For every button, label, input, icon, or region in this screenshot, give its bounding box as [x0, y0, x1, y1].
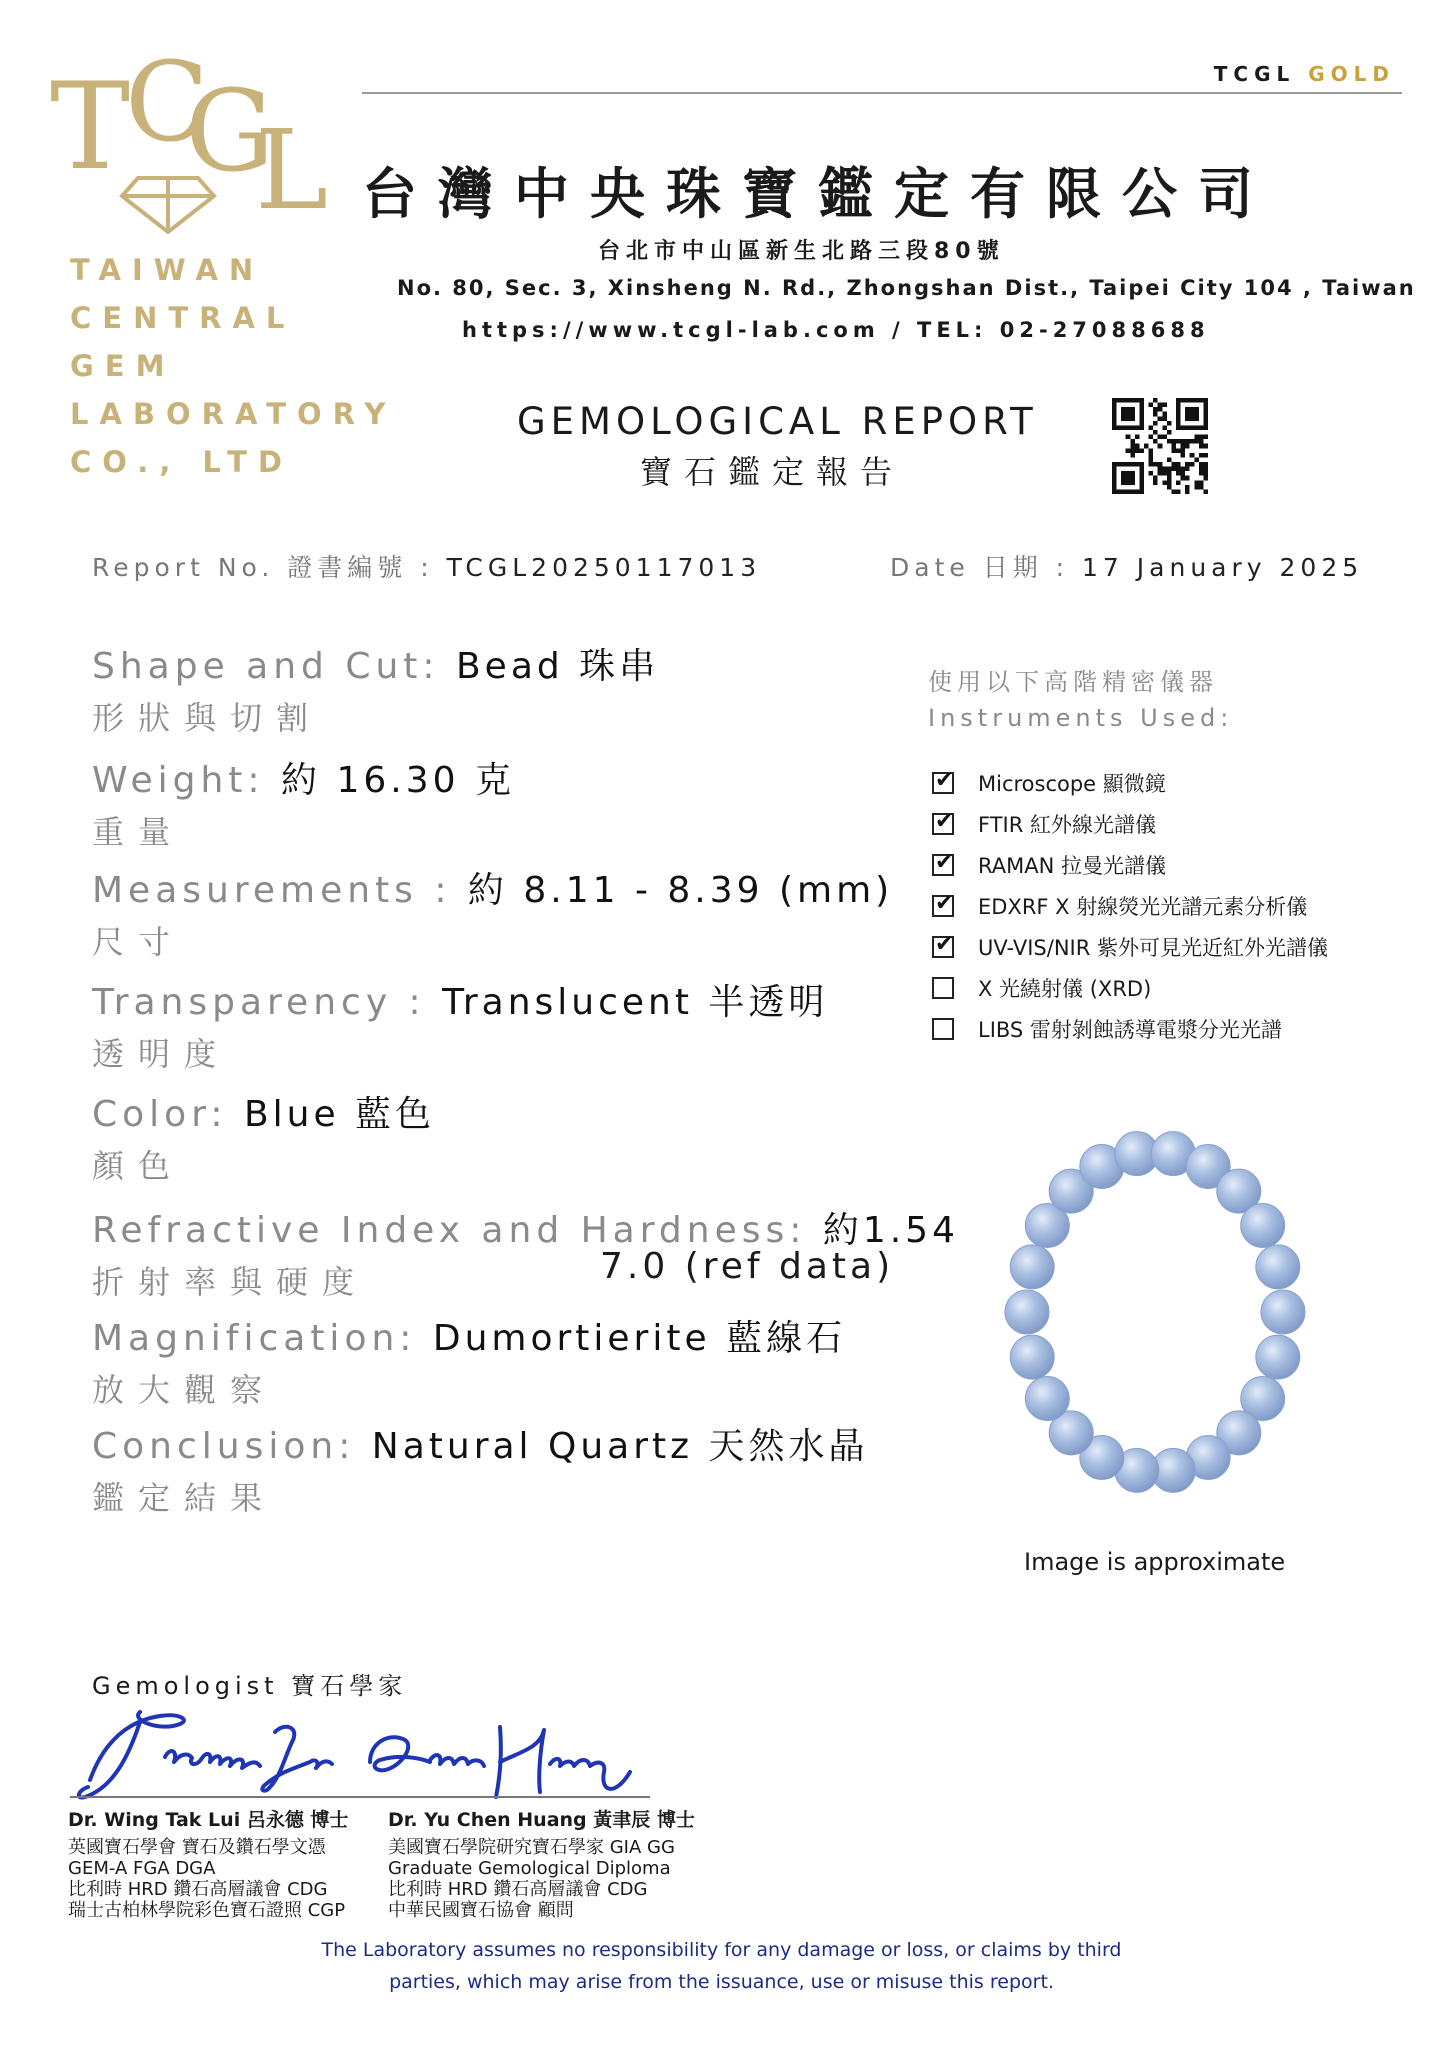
- field-value: Bead 珠串: [455, 646, 660, 687]
- brand-tag-gold: GOLD: [1308, 62, 1395, 86]
- field-conclusion: [92, 1418, 868, 1519]
- disclaimer: [0, 1934, 1443, 1998]
- field-label-en: Weight:: [92, 760, 281, 801]
- company-en-line: CENTRAL: [70, 301, 296, 335]
- disclaimer-line: parties, which may arise from the issuance, use or misuse this report.: [389, 1971, 1054, 1993]
- instrument-label: Microscope 顯微鏡: [978, 772, 1166, 796]
- signer-credential: 瑞士古柏林學院彩色寶石證照 CGP: [68, 1900, 346, 1921]
- tcgl-logo: [50, 38, 329, 234]
- instrument-item: [932, 1014, 1282, 1044]
- instrument-label: UV-VIS/NIR 紫外可見光近紅外光譜儀: [978, 936, 1328, 960]
- field-measurements: [92, 862, 893, 963]
- field-label-zh: 折射率與硬度: [92, 1263, 369, 1301]
- field-value: Blue 藍色: [243, 1094, 436, 1135]
- bead: [1005, 1290, 1049, 1334]
- instrument-item: [932, 891, 1307, 921]
- field-label-en: Transparency :: [92, 982, 443, 1023]
- report-number: [92, 548, 761, 584]
- signer-credential: 美國寶石學院研究寶石學家 GIA GG: [388, 1837, 675, 1858]
- bead: [1256, 1245, 1300, 1289]
- instrument-label: X 光繞射儀 (XRD): [978, 977, 1152, 1001]
- instruments-heading-en: Instruments Used:: [928, 704, 1234, 732]
- instruments-heading-zh: 使用以下高階精密儀器: [928, 668, 1218, 696]
- bead: [1256, 1335, 1300, 1379]
- field-label-zh: 透明度: [92, 1035, 231, 1073]
- signer-credential: 比利時 HRD 鑽石高層議會 CDG: [388, 1879, 648, 1900]
- qr-code-icon: [1112, 398, 1208, 494]
- instrument-item: [932, 768, 1166, 798]
- bead: [1261, 1290, 1305, 1334]
- logo-letter-l: L: [255, 106, 329, 234]
- field-label-en: Color:: [92, 1094, 244, 1135]
- bead: [1241, 1204, 1285, 1248]
- checkbox-unchecked: [932, 1018, 954, 1040]
- checkbox-checked: [932, 936, 954, 958]
- signer-credential: 英國寶石學會 寶石及鑽石學文憑: [68, 1837, 326, 1858]
- checkbox-checked: [932, 813, 954, 835]
- field-value: 約 8.11 - 8.39 (mm): [467, 870, 894, 911]
- field-label-zh: 重量: [92, 813, 185, 851]
- instrument-item: [932, 973, 1151, 1003]
- checkbox-checked: [932, 854, 954, 876]
- field-weight: [92, 752, 515, 853]
- field-label-en: Conclusion:: [92, 1426, 372, 1467]
- image-caption: Image is approximate: [1024, 1548, 1286, 1576]
- signer-name: Dr. Yu Chen Huang 黃聿辰 博士: [388, 1809, 695, 1831]
- field-label-zh: 放大觀察: [92, 1371, 277, 1409]
- website-telephone: https://www.tcgl-lab.com / TEL: 02-27088688: [462, 318, 1210, 342]
- company-en-line: CO., LTD: [70, 445, 293, 479]
- instrument-label: EDXRF X 射線熒光光譜元素分析儀: [978, 895, 1308, 919]
- field-value: Dumortierite 藍線石: [432, 1318, 847, 1359]
- signer-credential: GEM-A FGA DGA: [68, 1858, 216, 1879]
- instrument-label: LIBS 雷射剝蝕誘導電漿分光光譜: [978, 1018, 1282, 1042]
- field-label-en: Shape and Cut:: [92, 646, 456, 687]
- report-date-label: Date 日期 :: [890, 553, 1083, 582]
- instrument-label: FTIR 紅外線光譜儀: [978, 813, 1156, 837]
- checkbox-checked: [932, 895, 954, 917]
- brand-tag: [1214, 62, 1395, 86]
- hardness-value: 7.0 (ref data): [600, 1246, 895, 1287]
- signature-rule: [70, 1796, 650, 1798]
- signature-anne-huang: [370, 1727, 630, 1797]
- field-magnification: [92, 1310, 846, 1411]
- field-color: [92, 1086, 435, 1187]
- field-label-zh: 尺寸: [92, 923, 185, 961]
- field-label-en: Magnification:: [92, 1318, 433, 1359]
- gemologist-heading: Gemologist 寶石學家: [92, 1672, 408, 1700]
- field-label-en: Refractive Index and Hardness:: [92, 1210, 823, 1251]
- disclaimer-line: The Laboratory assumes no responsibility for any damage or loss, or claims by third: [321, 1939, 1122, 1961]
- signer-lui: [68, 1810, 348, 1921]
- company-name-en: [70, 246, 396, 486]
- instrument-item: [932, 932, 1328, 962]
- field-value: 約 16.30 克: [281, 760, 515, 801]
- header-rule: [362, 92, 1402, 94]
- checkbox-unchecked: [932, 977, 954, 999]
- signer-credential: Graduate Gemological Diploma: [388, 1858, 671, 1879]
- bead: [1010, 1245, 1054, 1289]
- field-label-zh: 鑑定結果: [92, 1479, 277, 1517]
- logo-letter-g: G: [185, 67, 275, 197]
- field-label-zh: 顏色: [92, 1147, 185, 1185]
- report-title-zh: 寶石鑑定報告: [640, 453, 905, 491]
- logo-letter-t: T: [50, 58, 131, 197]
- field-value: Natural Quartz 天然水晶: [371, 1426, 869, 1467]
- field-value: 約1.54: [822, 1210, 959, 1251]
- brand-tag-tcgl: TCGL: [1213, 62, 1296, 86]
- field-transparency: [92, 974, 828, 1075]
- instruments-heading: [928, 664, 1233, 736]
- instrument-item: [932, 850, 1166, 880]
- signer-credential: 中華民國寶石協會 顧問: [388, 1900, 574, 1921]
- signer-credential: 比利時 HRD 鑽石高層議會 CDG: [68, 1879, 328, 1900]
- field-label-zh: 形狀與切割: [92, 699, 323, 737]
- signer-name: Dr. Wing Tak Lui 呂永德 博士: [68, 1809, 349, 1831]
- signer-huang: [388, 1810, 695, 1921]
- bead: [1010, 1335, 1054, 1379]
- logo-letter-c: C: [125, 38, 210, 166]
- bead: [1025, 1377, 1069, 1421]
- field-value: Translucent 半透明: [442, 982, 829, 1023]
- report-date-value: 17 January 2025: [1082, 553, 1364, 582]
- company-en-line: LABORATORY: [70, 397, 397, 431]
- address-en: No. 80, Sec. 3, Xinsheng N. Rd., Zhongshan Dist., Taipei City 104 , Taiwan: [397, 276, 1416, 300]
- signature-franco-lui: [79, 1712, 332, 1798]
- report-number-label: Report No. 證書編號 :: [92, 553, 447, 582]
- field-label-en: Measurements :: [92, 870, 468, 911]
- company-name-zh: 台灣中央珠寶鑑定有限公司: [362, 161, 1275, 226]
- checkbox-checked: [932, 772, 954, 794]
- report-date: [890, 548, 1363, 584]
- instrument-item: [932, 809, 1156, 839]
- instrument-label: RAMAN 拉曼光譜儀: [978, 854, 1166, 878]
- address-zh: 台北市中山區新生北路三段80號: [598, 239, 1005, 264]
- company-en-line: TAIWAN: [70, 253, 265, 287]
- bracelet-image: [990, 1122, 1320, 1502]
- report-title: GEMOLOGICAL REPORT: [517, 400, 1038, 443]
- report-number-value: TCGL20250117013: [446, 553, 762, 582]
- field-shape-cut: [92, 638, 659, 739]
- company-en-line: GEM: [70, 349, 176, 383]
